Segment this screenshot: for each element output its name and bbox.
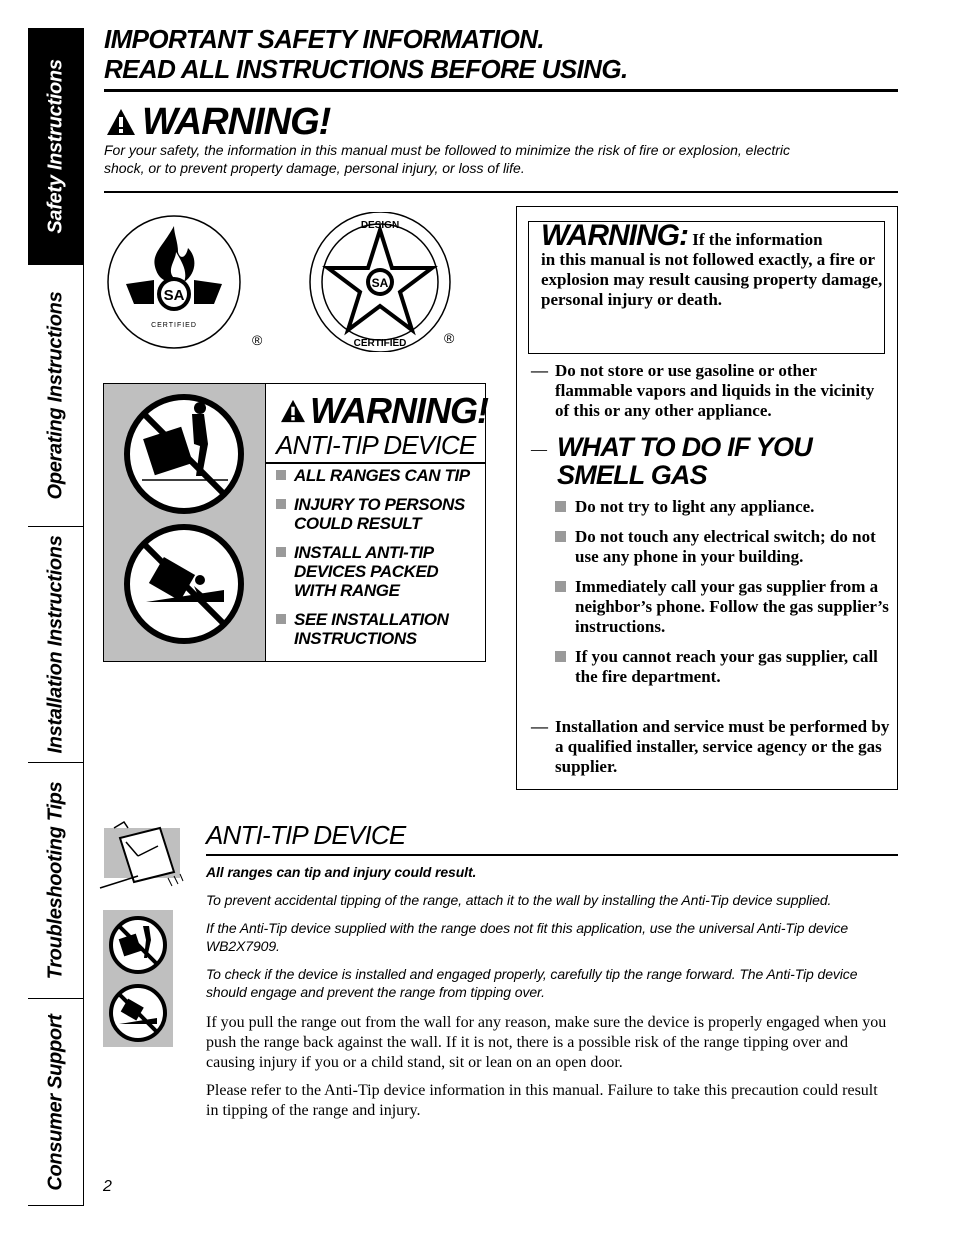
gas-step-item: If you cannot reach your gas supplier, call the fire department. xyxy=(555,647,895,687)
antitip-warning-heading xyxy=(280,392,488,430)
warning-triangle-icon xyxy=(106,108,136,136)
antitip-list-item: INSTALL ANTI-TIP DEVICES PACKED WITH RANGE xyxy=(276,543,481,600)
page-header xyxy=(104,24,628,84)
antitip-paragraph: If the Anti-Tip device supplied with the range does not fit this application, use the universal Anti-Tip device WB2X7909. xyxy=(206,920,849,954)
warning-title: WARNING! xyxy=(142,101,331,143)
registered-mark: ® xyxy=(444,330,455,346)
no-tipping-small-icon xyxy=(103,910,173,1047)
antitip-rule xyxy=(266,462,485,464)
gas-step-item: Do not try to light any appliance. xyxy=(555,497,895,517)
antitip-list-item: INJURY TO PERSONS COULD RESULT xyxy=(276,495,481,533)
gas-step-item: Immediately call your gas supplier from a neighbor’s phone. Follow the gas supplier’s instructions. xyxy=(555,577,895,637)
antitip-bracket-illustration xyxy=(98,816,184,892)
tab-safety-instructions[interactable] xyxy=(28,29,84,265)
certified-flame-logo xyxy=(104,212,268,352)
warning-heading xyxy=(106,102,330,142)
logo1-caption: CERTIFIED xyxy=(151,322,197,329)
warning-triangle-icon xyxy=(280,399,306,423)
gas-steps-list xyxy=(555,497,895,697)
svg-text:SA: SA xyxy=(163,287,185,304)
antitip-paragraph: To check if the device is installed and engaged properly, carefully tip the range forward. The Anti-Tip device should engage and prevent the range from tipping over. xyxy=(206,966,858,1000)
gas-warning-text-1: If the information xyxy=(692,230,823,249)
tab-consumer-support[interactable] xyxy=(28,999,84,1205)
gas-warning-text-2: in this manual is not followed exactly, a fire or explosion may result causing property damage, personal injury or death. xyxy=(541,250,883,309)
tab-label: Troubleshooting Tips xyxy=(44,781,67,980)
antitip-list-item: SEE INSTALLATION INSTRUCTIONS xyxy=(276,610,481,648)
antitip-paragraph: To prevent accidental tipping of the range, attach it to the wall by installing the Anti-Tip device supplied. xyxy=(206,892,832,908)
side-tab-bar xyxy=(28,28,84,1206)
antitip-illustration-panel xyxy=(104,384,266,661)
warning-intro-text: For your safety, the information in this manual must be followed to minimize the risk of fire or explosion, electric shock, or to prevent property damage, personal injury, or loss of life. xyxy=(104,142,791,176)
tab-label: Safety Instructions xyxy=(44,59,67,234)
gas-dash-item: — Do not store or use gasoline or other flammable vapors and liquids in the vicinity of this or any other appliance. xyxy=(531,361,891,421)
tab-label: Consumer Support xyxy=(44,1013,67,1191)
tab-label: Installation Instructions xyxy=(44,535,67,754)
tab-troubleshooting-tips[interactable] xyxy=(28,763,84,999)
antitip-warning-box xyxy=(103,383,486,662)
antitip-small-illustration-panel xyxy=(103,910,173,1047)
gas-warning-word: WARNING: xyxy=(541,219,688,252)
antitip-paragraph: If you pull the range out from the wall for any reason, make sure the device is properly engaged when you push the range back against the wall. If it is not, there is a possible risk of the range tipping over and causing injury if you or a child stand, sit or lean on an open door. xyxy=(206,1014,887,1071)
smell-gas-heading: — WHAT TO DO IF YOU SMELL GAS xyxy=(531,433,891,489)
section-rule xyxy=(104,191,898,193)
page-number: 2 xyxy=(103,1178,112,1195)
antitip-section-title: ANTI-TIP DEVICE xyxy=(206,820,406,850)
tab-operating-instructions[interactable] xyxy=(28,265,84,527)
antitip-warning-title: WARNING! xyxy=(310,390,488,431)
star-logo-icon xyxy=(304,212,464,352)
registered-mark: ® xyxy=(252,332,263,348)
gas-step-item: Do not touch any electrical switch; do not use any phone in your building. xyxy=(555,527,895,567)
range-tipping-icon xyxy=(98,816,184,892)
antitip-list-item: ALL RANGES CAN TIP xyxy=(276,466,481,485)
tab-installation-instructions[interactable] xyxy=(28,527,84,763)
header-rule xyxy=(104,89,898,92)
logo2-top-caption: DESIGN xyxy=(360,220,400,231)
gas-warning-panel xyxy=(516,206,898,790)
design-certified-logo xyxy=(304,212,464,352)
antitip-bold-line: All ranges can tip and injury could result. xyxy=(206,864,477,880)
tab-label: Operating Instructions xyxy=(44,291,67,500)
svg-text:SA: SA xyxy=(371,276,389,290)
logo2-bottom-caption: CERTIFIED xyxy=(353,338,407,349)
antitip-subtitle: ANTI-TIP DEVICE xyxy=(276,430,476,460)
gas-dash-item: — Installation and service must be performed by a qualified installer, service agency or the gas supplier. xyxy=(531,717,891,777)
no-tipping-icon xyxy=(104,384,264,660)
header-line-2: READ ALL INSTRUCTIONS BEFORE USING. xyxy=(104,54,628,84)
gas-warning-box xyxy=(528,221,885,354)
antitip-paragraph: Please refer to the Anti-Tip device information in this manual. Failure to take this precaution could result in tipping of the range and injury. xyxy=(206,1082,878,1119)
antitip-section-rule xyxy=(206,854,898,856)
flame-logo-icon xyxy=(104,212,268,352)
header-line-1: IMPORTANT SAFETY INFORMATION. xyxy=(104,24,544,54)
antitip-list xyxy=(276,466,481,658)
